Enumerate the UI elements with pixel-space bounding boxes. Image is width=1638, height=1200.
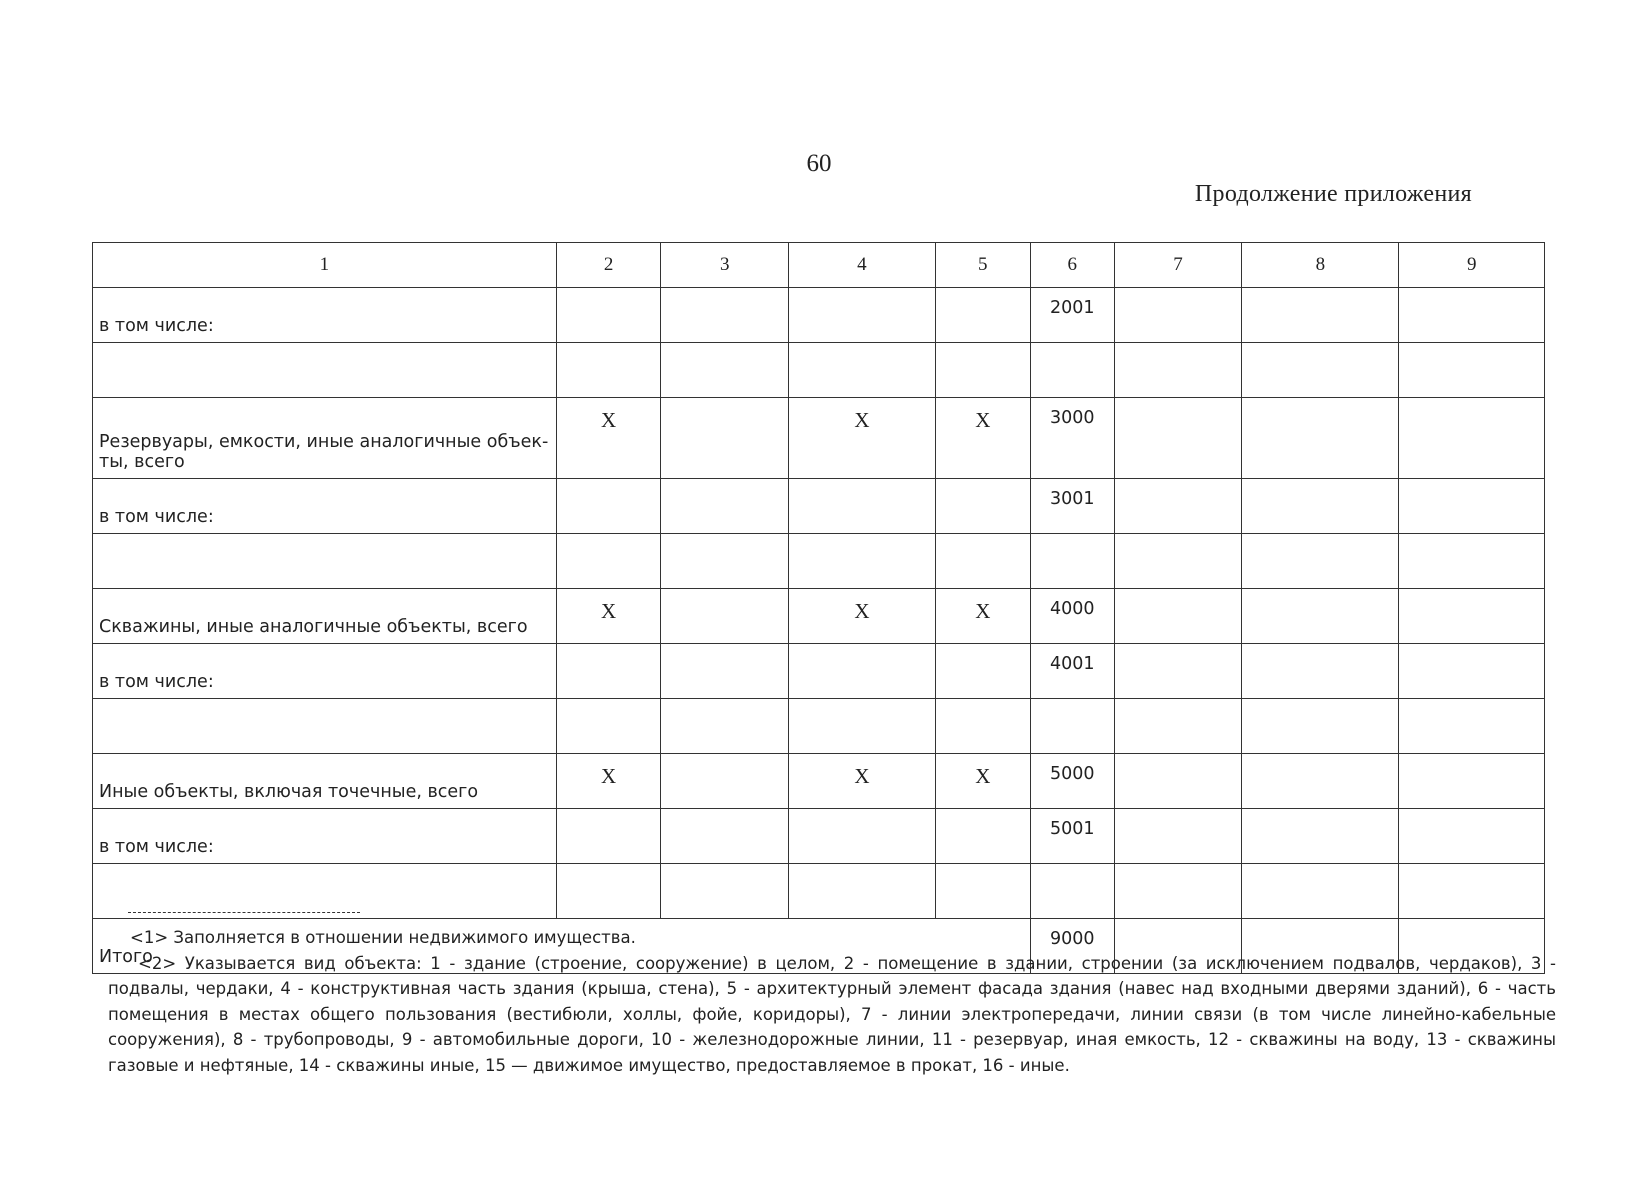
property-table	[92, 242, 1545, 974]
footnotes	[108, 925, 1556, 1078]
row-code	[1030, 699, 1114, 754]
table-cell	[661, 288, 789, 343]
table-cell	[661, 754, 789, 809]
row-label	[93, 343, 557, 398]
table-cell	[1242, 479, 1399, 534]
table-cell	[1399, 699, 1545, 754]
row-label: в том числе:	[93, 288, 557, 343]
row-label	[93, 699, 557, 754]
row-code: 3001	[1030, 479, 1114, 534]
table-cell	[661, 699, 789, 754]
cell-col-2	[556, 699, 661, 754]
table-cell	[661, 864, 789, 919]
row-label: Резервуары, емкости, иные аналогичные объек-ты, всего	[93, 398, 557, 479]
table-cell	[1399, 288, 1545, 343]
table-header-row	[93, 243, 1545, 288]
row-code: 2001	[1030, 288, 1114, 343]
table-row	[93, 809, 1545, 864]
cell-col-4	[789, 479, 936, 534]
table-cell	[1399, 589, 1545, 644]
cell-col-4	[789, 534, 936, 589]
cell-col-5	[935, 534, 1030, 589]
cell-col-2	[556, 809, 661, 864]
column-header: 6	[1030, 243, 1114, 288]
table-cell	[1114, 343, 1242, 398]
table-cell	[1242, 288, 1399, 343]
column-header: 5	[935, 243, 1030, 288]
table-cell	[1399, 644, 1545, 699]
table-cell	[1114, 754, 1242, 809]
cell-col-5: X	[935, 754, 1030, 809]
cell-col-5	[935, 699, 1030, 754]
cell-col-4	[789, 343, 936, 398]
table-cell	[1399, 534, 1545, 589]
row-code	[1030, 534, 1114, 589]
table-row	[93, 589, 1545, 644]
row-code	[1030, 864, 1114, 919]
table-cell	[1242, 534, 1399, 589]
table-cell	[661, 644, 789, 699]
table-cell	[661, 398, 789, 479]
cell-col-5: X	[935, 398, 1030, 479]
row-label	[93, 534, 557, 589]
cell-col-2: X	[556, 398, 661, 479]
cell-col-4: X	[789, 398, 936, 479]
table-row	[93, 288, 1545, 343]
table-row	[93, 479, 1545, 534]
cell-col-4	[789, 288, 936, 343]
column-header: 7	[1114, 243, 1242, 288]
table-cell	[1114, 864, 1242, 919]
total-label: Итого	[93, 919, 1031, 974]
cell-col-5	[935, 479, 1030, 534]
table-cell	[1114, 589, 1242, 644]
table-cell	[1114, 534, 1242, 589]
table-cell	[1114, 398, 1242, 479]
cell-col-4	[789, 864, 936, 919]
table-cell	[1242, 644, 1399, 699]
table-cell	[1114, 644, 1242, 699]
table-cell	[1399, 479, 1545, 534]
table-cell	[1242, 809, 1399, 864]
row-label: Скважины, иные аналогичные объекты, всего	[93, 589, 557, 644]
row-label: Иные объекты, включая точечные, всего	[93, 754, 557, 809]
cell-col-5: X	[935, 589, 1030, 644]
table-cell	[661, 343, 789, 398]
table-cell	[1114, 809, 1242, 864]
cell-col-2: X	[556, 589, 661, 644]
footnote-1: <1> Заполняется в отношении недвижимого имущества.	[130, 928, 636, 947]
table-cell	[1242, 398, 1399, 479]
footnote-2: <2> Указывается вид объекта: 1 - здание (строение, сооружение) в целом, 2 - помещение в здании, строении (за исключением подвалов, чердаков), 3 - подвалы, чердаки, 4 - конструктивная часть здания (крыша, стена), 5 - архитектурный элемент фасада здания (навес над входными дверями зданий), 6 - часть помещения в местах общего пользования (вестибюли, холлы, фойе, коридоры), 7 - линии электропередачи, линии связи (в том числе линейно-кабельные сооружения), 8 - трубопроводы, 9 - автомобильные дороги, 10 - железнодорожные линии, 11 - резервуар, иная емкость, 12 - скважины на воду, 13 - скважины газовые и нефтяные, 14 - скважины иные, 15 — движимое имущество, предоставляемое в прокат, 16 - иные.	[108, 953, 1556, 1075]
footnote-separator	[128, 912, 360, 913]
table-cell	[1242, 589, 1399, 644]
table-cell	[1399, 809, 1545, 864]
table-row	[93, 699, 1545, 754]
table-row	[93, 864, 1545, 919]
row-code	[1030, 343, 1114, 398]
table-cell	[1114, 288, 1242, 343]
cell-col-2	[556, 644, 661, 699]
cell-col-2	[556, 343, 661, 398]
table-cell	[1399, 754, 1545, 809]
row-code: 5000	[1030, 754, 1114, 809]
table-cell	[661, 534, 789, 589]
cell-col-2	[556, 479, 661, 534]
cell-col-4	[789, 809, 936, 864]
cell-col-5	[935, 644, 1030, 699]
row-label: в том числе:	[93, 809, 557, 864]
cell-col-2	[556, 534, 661, 589]
column-header: 4	[789, 243, 936, 288]
column-header: 9	[1399, 243, 1545, 288]
table-cell	[661, 589, 789, 644]
cell-col-2: X	[556, 754, 661, 809]
continuation-title: Продолжение приложения	[1194, 181, 1472, 207]
table-cell	[1242, 343, 1399, 398]
cell-col-5	[935, 343, 1030, 398]
cell-col-4: X	[789, 589, 936, 644]
row-code: 5001	[1030, 809, 1114, 864]
table-row	[93, 644, 1545, 699]
cell-col-4	[789, 644, 936, 699]
page-number: 60	[806, 150, 832, 177]
table-row	[93, 754, 1545, 809]
table-row	[93, 398, 1545, 479]
table-cell	[661, 479, 789, 534]
row-label: в том числе:	[93, 479, 557, 534]
column-header: 3	[661, 243, 789, 288]
cell-col-4: X	[789, 754, 936, 809]
table-cell	[1399, 343, 1545, 398]
cell-col-5	[935, 809, 1030, 864]
table-cell	[661, 809, 789, 864]
cell-col-2	[556, 288, 661, 343]
table-cell	[1399, 864, 1545, 919]
table-cell	[1114, 479, 1242, 534]
cell-col-2	[556, 864, 661, 919]
total-code: 9000	[1030, 919, 1114, 974]
table-cell	[1242, 699, 1399, 754]
row-label: в том числе:	[93, 644, 557, 699]
table-cell	[1399, 398, 1545, 479]
cell-col-5	[935, 864, 1030, 919]
table-row	[93, 343, 1545, 398]
row-code: 4001	[1030, 644, 1114, 699]
cell-col-5	[935, 288, 1030, 343]
column-header: 2	[556, 243, 661, 288]
column-header: 1	[93, 243, 557, 288]
row-code: 3000	[1030, 398, 1114, 479]
table-cell	[1242, 754, 1399, 809]
row-code: 4000	[1030, 589, 1114, 644]
table-row	[93, 534, 1545, 589]
column-header: 8	[1242, 243, 1399, 288]
cell-col-4	[789, 699, 936, 754]
row-label	[93, 864, 557, 919]
table-cell	[1114, 699, 1242, 754]
table-cell	[1242, 864, 1399, 919]
